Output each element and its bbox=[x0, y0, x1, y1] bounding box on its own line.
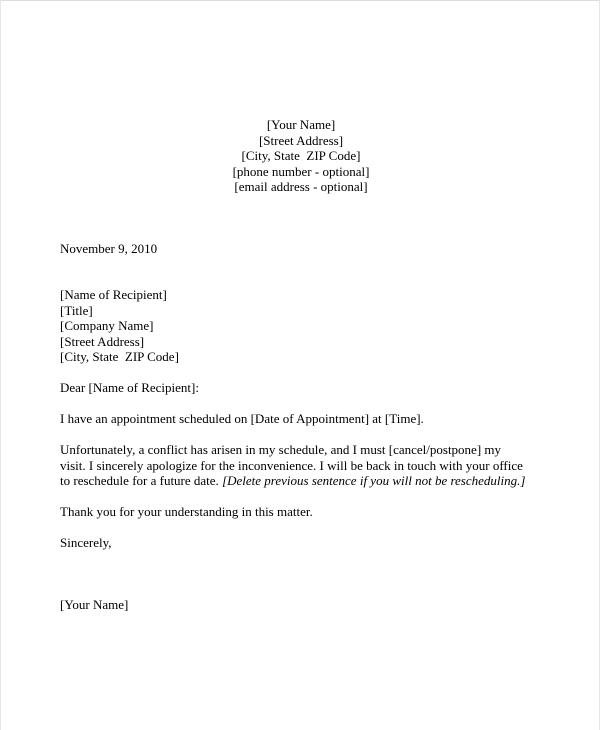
conflict-line-3-text: to reschedule for a future date. bbox=[60, 473, 223, 488]
page-left-border bbox=[0, 0, 1, 730]
sender-email: [email address - optional] bbox=[234, 179, 368, 194]
letter-date: November 9, 2010 bbox=[60, 241, 158, 256]
sender-address-block bbox=[0, 117, 600, 195]
body-paragraph-thanks: Thank you for your understanding in this matter. bbox=[60, 504, 313, 519]
recipient-street: [Street Address] bbox=[60, 333, 145, 349]
sender-name: [Your Name] bbox=[266, 117, 336, 132]
closing: Sincerely, bbox=[60, 535, 112, 550]
sender-street: [Street Address] bbox=[258, 132, 344, 148]
salutation: Dear [Name of Recipient]: bbox=[60, 380, 199, 395]
recipient-company: [Company Name] bbox=[60, 318, 154, 333]
recipient-address-block bbox=[60, 287, 179, 365]
conflict-line-2: visit. I sincerely apologize for the inconvenience. I will be back in touch with your office bbox=[60, 457, 523, 473]
page-top-border bbox=[0, 0, 600, 1]
body-paragraph-conflict bbox=[60, 442, 560, 489]
reschedule-note: [Delete previous sentence if you will not be rescheduling.] bbox=[222, 473, 526, 488]
conflict-line-1: Unfortunately, a conflict has arisen in my schedule, and I must [cancel/postpone] my bbox=[60, 442, 502, 457]
sender-city-state-zip: [City, State ZIP Code] bbox=[241, 148, 361, 163]
recipient-title: [Title] bbox=[60, 302, 93, 318]
signature-name: [Your Name] bbox=[60, 597, 129, 612]
body-paragraph-appointment: I have an appointment scheduled on [Date of Appointment] at [Time]. bbox=[60, 411, 424, 426]
conflict-line-3 bbox=[60, 473, 560, 489]
recipient-city-state-zip: [City, State ZIP Code] bbox=[60, 349, 179, 364]
sender-phone: [phone number - optional] bbox=[232, 163, 370, 179]
recipient-name: [Name of Recipient] bbox=[60, 287, 167, 302]
